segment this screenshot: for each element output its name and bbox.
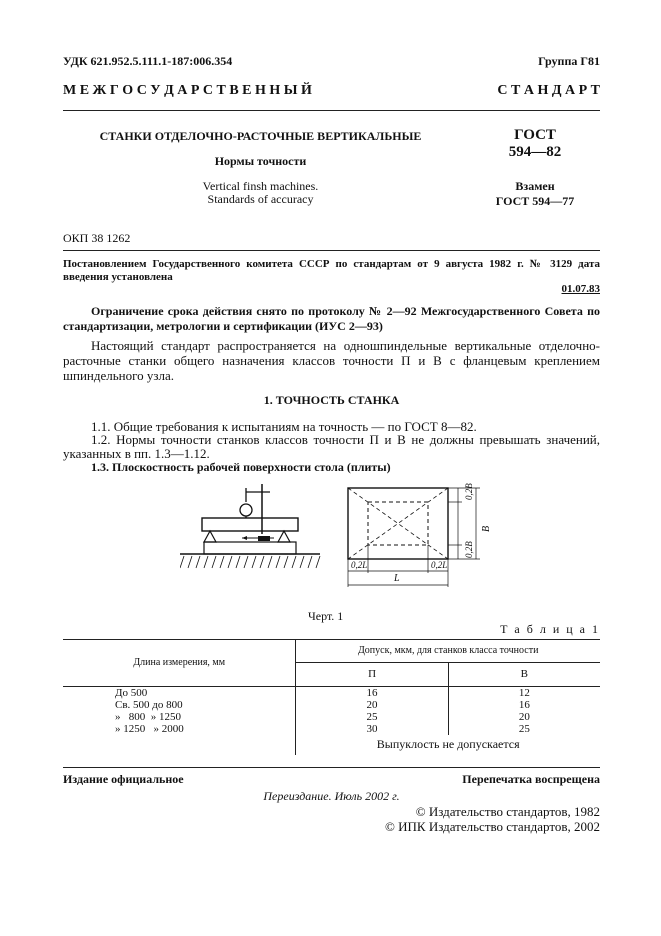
banner-left: М Е Ж Г О С У Д А Р С Т В Е Н Н Ы Й <box>63 83 312 98</box>
official-edition: Издание официальное <box>63 772 184 786</box>
header-class-v: В <box>448 662 600 686</box>
table-row: До 500 16 12 <box>63 687 600 699</box>
dim-right-label: 0,2L <box>431 560 448 570</box>
gost-label: ГОСТ <box>514 127 556 143</box>
measurement-setup-sketch <box>180 478 325 578</box>
title-divider <box>63 250 600 251</box>
dim-left-label: 0,2L <box>351 560 368 570</box>
table-note: Выпуклость не допускается <box>296 735 600 755</box>
copyright-1982: © Издательство стандартов, 1982 <box>415 804 600 819</box>
dim-b-label: B <box>481 525 492 532</box>
clause-1-3: 1.3. Плоскостность рабочей поверхности стола (плиты) <box>91 460 391 474</box>
group-code: Группа Г81 <box>538 54 600 68</box>
standard-banner <box>63 83 600 99</box>
table-label: Т а б л и ц а 1 <box>500 622 600 636</box>
dim-top-label: 0,2B <box>464 483 474 500</box>
gost-number: 594—82 <box>508 144 562 160</box>
clause-1-2: 1.2. Нормы точности станков классов точности П и В не должны превышать значений, указанных в пп. 1.3—1.12. <box>63 432 600 461</box>
scope-paragraph: Настоящий стандарт распространяется на одношпиндельные вертикальные отделочно-расточные станки общего назначения классов точности П и В с фланцевым креплением шпиндельного узла. <box>63 338 600 383</box>
plate-plan-diagram <box>340 485 500 605</box>
clause-1-1: 1.1. Общие требования к испытаниям на точность — по ГОСТ 8—82. <box>91 419 477 434</box>
section-heading: 1. ТОЧНОСТЬ СТАНКА <box>263 393 400 407</box>
title-english-1: Vertical finsh machines. <box>202 179 319 193</box>
document-subtitle: Нормы точности <box>214 154 307 168</box>
replaces-label: Взамен <box>515 179 555 193</box>
tolerance-table <box>63 640 600 755</box>
reissue-note: Переиздание. Июль 2002 г. <box>263 789 400 803</box>
header-length: Длина измерения, мм <box>133 657 226 669</box>
decree-text: Постановлением Государственного комитета СССР по стандартам от 9 августа 1982 г. № 3129 дата введения установлена <box>63 258 600 283</box>
header-class-p: П <box>296 662 448 686</box>
copyright-2002: © ИПК Издательство стандартов, 2002 <box>385 819 600 834</box>
table-row: Св. 500 до 800 20 16 <box>63 699 600 711</box>
udk-code: УДК 621.952.5.111.1-187:006.354 <box>63 54 233 68</box>
dim-bottom-label: 0,2B <box>464 541 474 558</box>
table-row: » 1250 » 2000 30 25 <box>63 723 600 735</box>
title-english-2: Standards of accuracy <box>207 192 314 206</box>
table-row: » 800 » 1250 25 20 <box>63 711 600 723</box>
footer-divider <box>63 767 600 768</box>
document-title: СТАНКИ ОТДЕЛОЧНО-РАСТОЧНЫЕ ВЕРТИКАЛЬНЫЕ <box>99 129 422 143</box>
header-divider <box>63 110 600 111</box>
intro-date: 01.07.83 <box>561 283 600 295</box>
reprint-prohibited: Перепечатка воспрещена <box>462 772 600 786</box>
okp-code: ОКП 38 1262 <box>63 231 131 245</box>
header-tolerance: Допуск, мкм, для станков класса точности <box>296 640 600 662</box>
replaces-number: ГОСТ 594—77 <box>495 194 575 208</box>
dim-l-label: L <box>394 573 400 584</box>
restriction-note: Ограничение срока действия снято по протоколу № 2—92 Межгосударственного Совета по стандартизации, метрологии и сертификации (ИУС 2—93) <box>63 304 600 333</box>
banner-right: С Т А Н Д А Р Т <box>497 83 600 98</box>
figure-caption: Черт. 1 <box>308 609 344 623</box>
